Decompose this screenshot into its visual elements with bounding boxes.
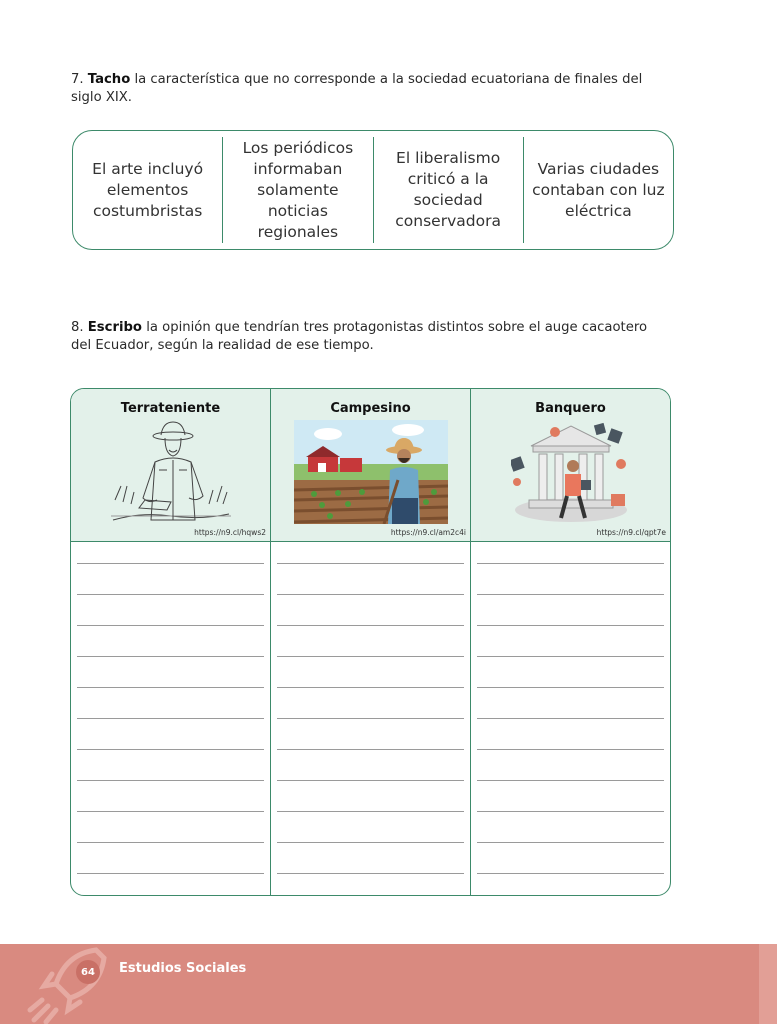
column-header	[71, 389, 270, 542]
page-number: 64	[76, 960, 100, 984]
writing-line[interactable]	[477, 811, 664, 812]
footer-edge	[759, 944, 777, 1024]
writing-line[interactable]	[77, 594, 264, 595]
writing-line[interactable]	[77, 687, 264, 688]
question-7-number: 7.	[71, 72, 84, 87]
q7-options-box	[72, 130, 674, 250]
writing-line[interactable]	[477, 718, 664, 719]
footer-subject: Estudios Sociales	[119, 961, 247, 976]
q7-option-1[interactable]: El arte incluyó elementos costumbristas	[92, 159, 204, 220]
writing-line[interactable]	[77, 842, 264, 843]
farmer-field-image	[294, 420, 448, 524]
writing-line[interactable]	[277, 594, 464, 595]
rocket-icon	[26, 944, 116, 1024]
column-header	[271, 389, 470, 542]
writing-line[interactable]	[277, 563, 464, 564]
writing-line[interactable]	[277, 749, 464, 750]
writing-line[interactable]	[77, 656, 264, 657]
writing-line[interactable]	[477, 749, 664, 750]
column-header	[471, 389, 670, 542]
writing-line[interactable]	[77, 749, 264, 750]
writing-line[interactable]	[477, 656, 664, 657]
column-title: Banquero	[535, 401, 606, 416]
column-campesino	[270, 389, 470, 895]
writing-lines[interactable]	[71, 542, 270, 895]
writing-line[interactable]	[477, 563, 664, 564]
writing-line[interactable]	[477, 780, 664, 781]
column-title: Campesino	[330, 401, 411, 416]
writing-line[interactable]	[277, 811, 464, 812]
q7-option-3[interactable]: El liberalismo criticó a la sociedad conservadora	[373, 137, 523, 243]
q7-option-4[interactable]: Varias ciudades contaban con luz eléctrica	[523, 137, 673, 243]
question-8-number: 8.	[71, 320, 84, 335]
image-source-url[interactable]: https://n9.cl/qpt7e	[596, 528, 666, 537]
bank-building-image	[511, 420, 631, 530]
footer-band	[0, 944, 777, 1024]
q7-option-2[interactable]: Los periódicos informaban solamente noticias regionales	[222, 137, 372, 243]
question-7-text: la característica que no corresponde a la sociedad ecuatoriana de finales del siglo XIX.	[71, 72, 643, 105]
writing-line[interactable]	[477, 594, 664, 595]
writing-line[interactable]	[477, 625, 664, 626]
writing-line[interactable]	[277, 842, 464, 843]
writing-line[interactable]	[77, 873, 264, 874]
writing-line[interactable]	[477, 842, 664, 843]
question-8-text: la opinión que tendrían tres protagonistas distintos sobre el auge cacaotero del Ecuador, según la realidad de ese tiempo.	[71, 320, 648, 353]
writing-line[interactable]	[277, 625, 464, 626]
writing-lines[interactable]	[471, 542, 670, 895]
writing-line[interactable]	[277, 873, 464, 874]
column-banquero	[470, 389, 670, 895]
column-title: Terrateniente	[120, 401, 221, 416]
writing-line[interactable]	[277, 687, 464, 688]
writing-line[interactable]	[277, 718, 464, 719]
opinion-table	[70, 388, 671, 896]
writing-lines[interactable]	[271, 542, 470, 895]
question-8-verb: Escribo	[87, 320, 142, 335]
writing-line[interactable]	[477, 873, 664, 874]
question-7	[71, 71, 671, 107]
writing-line[interactable]	[77, 811, 264, 812]
question-8	[71, 319, 671, 355]
writing-line[interactable]	[277, 656, 464, 657]
farmer-sketch-image	[111, 420, 231, 532]
writing-line[interactable]	[77, 563, 264, 564]
writing-line[interactable]	[77, 780, 264, 781]
writing-line[interactable]	[77, 625, 264, 626]
image-source-url[interactable]: https://n9.cl/am2c4i	[390, 528, 466, 537]
writing-line[interactable]	[477, 687, 664, 688]
column-terrateniente	[71, 389, 270, 895]
question-7-verb: Tacho	[87, 72, 131, 87]
writing-line[interactable]	[277, 780, 464, 781]
writing-line[interactable]	[77, 718, 264, 719]
image-source-url[interactable]: https://n9.cl/hqws2	[194, 528, 266, 537]
